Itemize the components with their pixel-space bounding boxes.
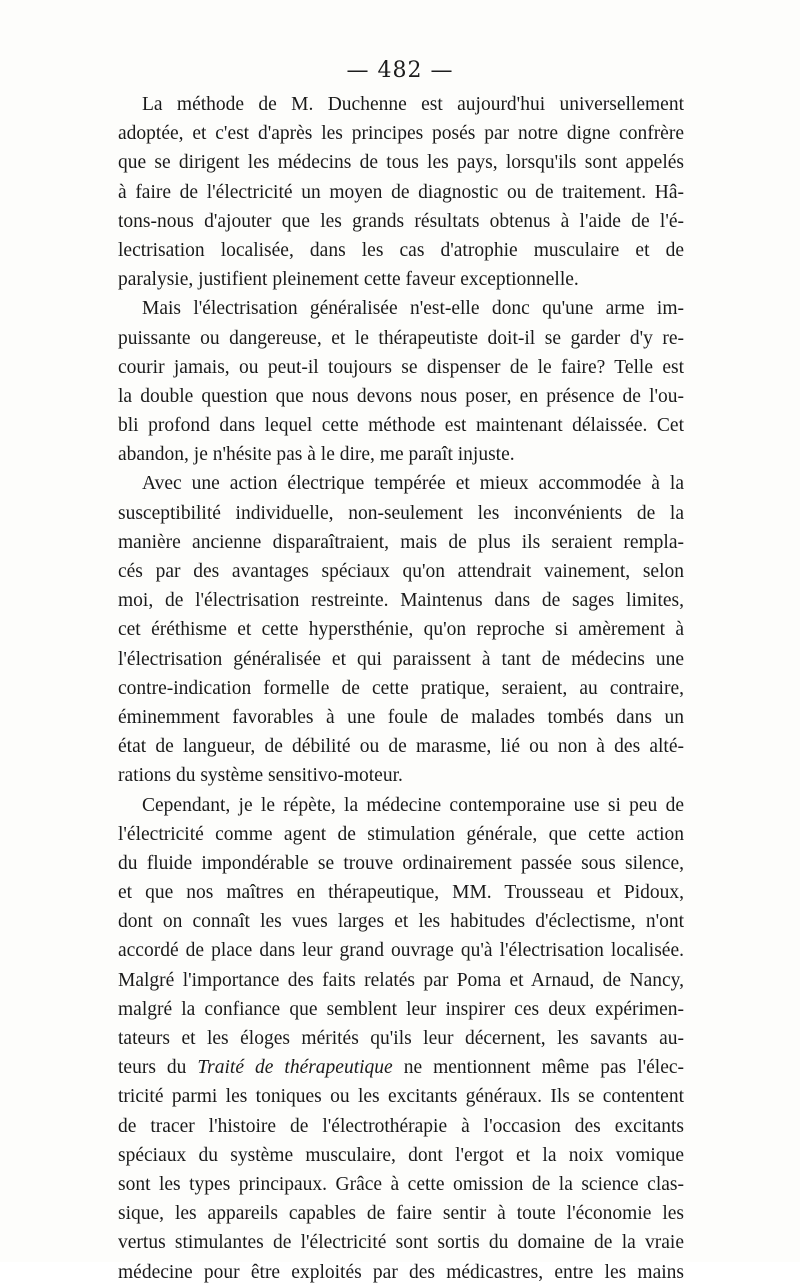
text-line: médecine pour être exploités par des médicastres, entre les mains [118,1261,684,1283]
text-line: Cependant, je le répète, la médecine contemporaine use si peu de [142,794,684,816]
text-line: moi, de l'électrisation restreinte. Maintenus dans de sages limites, [118,590,684,612]
paragraph-4 [118,791,684,1287]
text-line: vertus stimulantes de l'électricité sont sortis du domaine de la vraie [118,1232,684,1254]
text-line-with-italic-title [118,1053,684,1082]
text-line: l'électrisation généralisée et qui paraissent à tant de médecins une [118,648,684,670]
text-line: éminemment favorables à une foule de malades tombés dans un [118,706,684,728]
text-line: cés par des avantages spéciaux qu'on attendrait vainement, selon [118,561,684,582]
text-line: Mais l'électrisation généralisée n'est-elle donc qu'une arme im- [142,298,684,320]
text-line: La méthode de M. Duchenne est aujourd'hui universellement [142,94,684,115]
text-line: sique, les appareils capables de faire sentir à toute l'économie les [118,1203,684,1225]
text-line: de tracer l'histoire de l'électrothérapie à l'occasion des excitants [118,1115,684,1137]
text-line: Malgré l'importance des faits relatés par Poma et Arnaud, de Nancy, [118,969,684,991]
text-line: puissante ou dangereuse, et le thérapeutiste doit-il se garder d'y re- [118,327,684,349]
book-title-italic: Traité de thérapeutique [197,1057,393,1079]
text-line: tricité parmi les toniques ou les excitants généraux. Ils se contentent [118,1086,684,1108]
text-line: l'électricité comme agent de stimulation générale, que cette action [118,823,684,845]
text-line: tons-nous d'ajouter que les grands résultats obtenus à l'aide de l'é- [118,210,684,232]
text-line: accordé de place dans leur grand ouvrage qu'à l'électrisation localisée. [118,940,684,962]
paragraph-1 [118,90,684,294]
text-line: tateurs et les éloges mérités qu'ils leur décernent, les savants au- [118,1028,684,1049]
paragraph-3 [118,469,684,790]
text-fragment: ne mentionnent même pas l'élec- [392,1057,685,1079]
text-line: état de langueur, de débilité ou de marasme, lié ou non à des alté- [118,736,684,758]
text-line: lectrisation localisée, dans les cas d'atrophie musculaire et de [118,239,684,261]
text-line: à faire de l'électricité un moyen de diagnostic ou de traitement. Hâ- [118,181,684,203]
text-line: adoptée, et c'est d'après les principes posés par notre digne confrère [118,123,684,145]
text-line: courir jamais, ou peut-il toujours se dispenser de le faire? Telle est [118,356,684,378]
text-fragment: teurs du [118,1057,198,1079]
text-line: spéciaux du système musculaire, dont l'ergot et la noix vomique [118,1144,684,1166]
text-line: abandon, je n'hésite pas à le dire, me paraît injuste. [118,444,515,466]
text-line: du fluide impondérable se trouve ordinairement passée sous silence, [118,852,684,874]
text-line: Avec une action électrique tempérée et mieux accommodée à la [142,473,684,495]
text-line: sont les types principaux. Grâce à cette omission de la science clas- [118,1173,684,1195]
text-line: cet éréthisme et cette hypersthénie, qu'on reproche si amèrement à [118,619,684,641]
text-line: malgré la confiance que semblent leur inspirer ces deux expérimen- [118,998,684,1020]
text-line: et que nos maîtres en thérapeutique, MM. Trousseau et Pidoux, [118,882,684,904]
page-number: — 482 — [346,58,454,83]
text-line: paralysie, justifient pleinement cette faveur exceptionnelle. [118,269,579,291]
text-line: dont on connaît les vues larges et les habitudes d'éclectisme, n'ont [118,911,684,933]
text-line: la double question que nous devons nous poser, en présence de l'ou- [118,385,684,407]
text-line: contre-indication formelle de cette pratique, seraient, au contraire, [118,677,684,699]
text-line: bli profond dans lequel cette méthode est maintenant délaissée. Cet [118,415,684,437]
text-line: manière ancienne disparaîtraient, mais de plus ils seraient rempla- [118,531,684,553]
body-text [118,90,684,1287]
paragraph-2 [118,294,684,469]
text-line: rations du système sensitivo-moteur. [118,765,403,787]
text-line: que se dirigent les médecins de tous les pays, lorsqu'ils sont appelés [118,152,684,174]
text-line: susceptibilité individuelle, non-seulement les inconvénients de la [118,502,684,524]
